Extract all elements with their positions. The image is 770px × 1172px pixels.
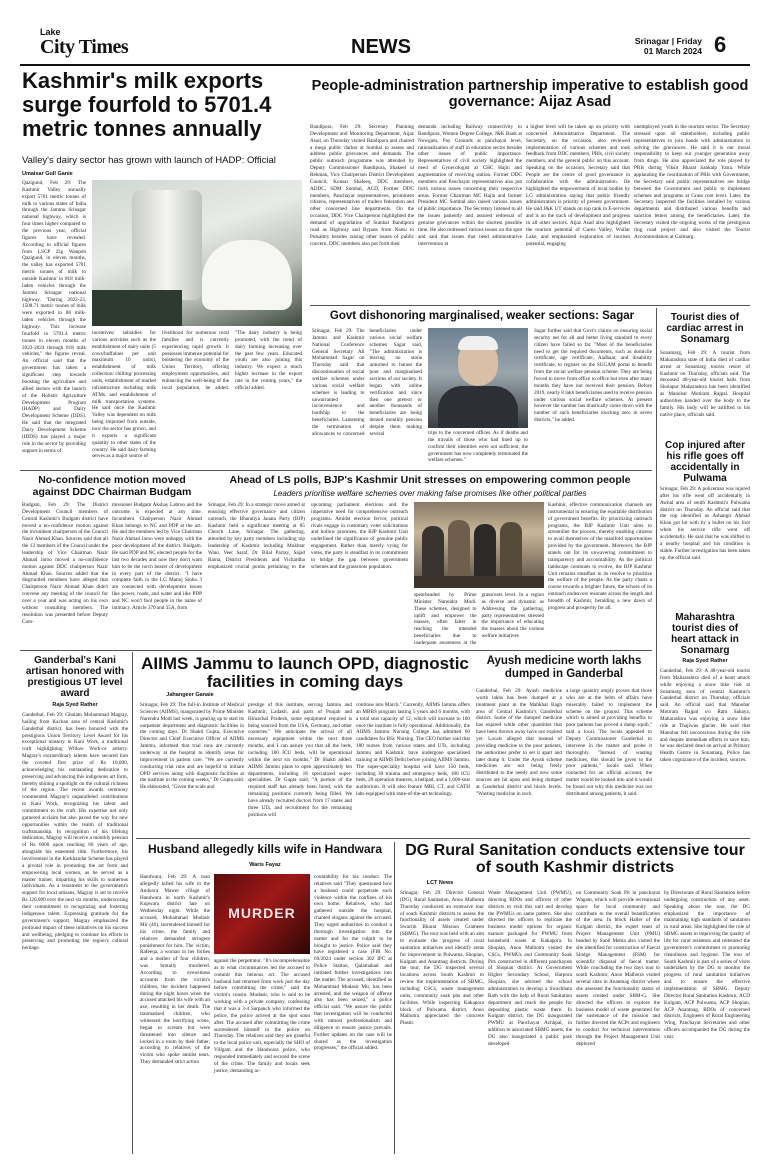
no-confidence-headline: No-confidence motion moved against DDC Chairman Budgam (32, 474, 192, 498)
handwara-body-col-2: against the perpetrator. "It's incomprehensible as to what circumstances led the accused to commit this heinous act. The accused husband had returned from work just the day before committing the crime," said the victim's cousin. Mudasir, who is said to be working with a private company, confessing that it was a 3-4 Sarpanch who informed the police, the police arrived at the spot soon after. The accused after committing the crime surrendered himself to the police on Thursday. The relatives said they are grateful to the local police unit, especially the SHO of Villgam and the Handwara police, who responded immediately and secured the scene of the crime. The family and locals seek justice, demanding ac- (214, 958, 310, 1074)
handwara-body-col-3: countability for his conduct. The relatives said "They questioned how a husband could perpetrate such violence within the confines of his own home. Relatives, who had gathered outside the hospital, chanted slogans against the accused. They urged authorities to conduct a thorough investigation into the matter and for the culprit to be brought to justice. Police said they have registered a case (FIR No. 69/2024 under section 302 IPC at Police Station, Qalamabad and initiated further investigations into the matter. The accused, identified as Mohammad Mudasir Mir, has been arrested, and the weapon of offense also has been seized," a police official said. "We assure the public that investigation will be conducted with utmost professionalism and diligence to ensure justice prevails. Further updates on the case will be shared as the investigation progresses," the official added. (314, 874, 392, 1052)
dateline-date: 01 March 2024 (643, 46, 702, 56)
governance-body-col-3: a higher level will be taken up on priority with concerned Administrative Department. The Secretary, on the occasion, also reviewed implementation of various schemes and took feedback from DDC members, PRIs, civil society members, and the general public on this account. Speaking on the occasion, Secretary said that People are the centre of good governance in collaboration with the administration. He highlighted the empowerment of local bodies by LG administration saying that public friendly administration is priority of present government. He said J&K UT stands on top rank in E-services and is on the track of development and progress in all other sectors. Aijaz Asad also highlighted the tourism potential of Gurez Valley, Wullar Lake, and emphasized exploration of tourism potential, engaging (526, 124, 630, 247)
section-title: NEWS (351, 36, 411, 58)
no-confidence-body-col-2: missioner Budgam Akshay Labroo and the outcome is expected at any time. Incumbent Chairperson Nazir Ahmad Khan belongs to NC and PDP at the act. He and the members led by Vice Chairman Nazir Ahmad Jaroo were unhappy with the poor development of the district. Budgam. He said PDP and NC elected people for the last two decades and now they don't want him to be the torch bearer of development in every part of the district. "I have complete faith in the LG Manoj Sinha. I am connected with development issues like power, roads, and water and like PDP and NC won't fool people in the name of intimacy. Article 370 and 35A, from (112, 502, 202, 611)
tourist-cardiac-headline: Tourist dies of cardiac arrest in Sonamarg (666, 312, 744, 345)
aiims-byline: Jahangeer Ganaie (166, 692, 214, 698)
brand-logo (40, 28, 150, 60)
milk-byline: Umaisar Gull Ganie (22, 171, 73, 177)
tourist-cardiac-body: Sonamarg, Feb 29: A tourist from Maharashtra state of India died of cardiac arrest at Sonamarg tourist resort of Kashmir on Thursday, officials said. The deceased 48-year-old tourist hails from Sholapur Maharashtra has been identified as Manohar Motiram Rajpal. Hospital authorities handed over the body to the family. His body will be airlifted to his native place, officials said. (660, 350, 750, 418)
aiims-body-col-2: prestige of this institute, serving Jammu and Kashmir, Ladakh, and parts of Punjab and Himachal Pradesh, some equipment required is being sourced from the USA, Germany, and other countries." We anticipate the arrival of all necessary equipment within the next three months, and I can assure you that all the beds, including 180 ICU beds, will be operational within the next six months," Dr Shakti added. AIIMS Jammu plans to open approximately ten departments, including 18 specialized super-specialities. Dr Gupta said, "A portion of the required staff has already been hired, with the remaining positions currently being filled. We have already recruited doctors from 17 states and three UTs, and recruitment for the remaining positions will (248, 702, 352, 818)
kani-artisan-body: Ganderbal, Feb 29: Ghulam Mohammad Magray, hailing from Kachan area of central Kashmir's Ganderbal district, has been honored with the prestigious Union Territory Level Award for his exceptional mastery in Kani Work, a traditional craft highlighting Willow Work-or artistry. Magray's extraordinary talents have secured him the coveted first prize of Rs 10,000, acknowledging his outstanding dedication to preserving and advancing this indigenous art form, thereby shining a spotlight on the cultural richness of the region. The recent awards ceremony commended Magray's unparalleled contributions to Kani Work, recognizing his talent and commitment to the craft. His expertise not only garnered acclaim but also paved the way for new opportunities within the realm of traditional craftsmanship. In recognition of his lifelong dedication, Magray will receive a monthly pension of Rs 6000 upon reaching 60 years of age, alongside his esteemed title. Furthermore, his involvement in the Karkhandar Scheme has played a pivotal role in promoting the art form and empowering local women, as he served as a master trainer, imparting his skills to numerous individuals. As a testament to the government's support for local artisans, Magray is set to receive Rs 120,000 over the next six months, underscoring their commitment to recognizing and fostering indigenous talent. Expressing gratitude for the government's support, Magray emphasized the profound impact of these initiatives on his success and wellbeing, pledging to continue his efforts in preserving and promoting the region's cultural heritage. (22, 712, 128, 952)
bjp-body-col-1: Srinagar, Feb 29: In a strategic move aimed at ensuring effective governance and citizen outreach, the Bharatiya Janata Party (BJP) Kashmir held a significant meeting at 85 Church Lane, Srinagar. The gathering, attended by key party members including top leadership of Kashmir including Mukhtar Wani, Veer Saraf, Dr. Bilal Parray, Sajad Raina, District Presidents and Vichardha emphasized crucial points pertaining to the upcoming parliament elections and the imperative need for comprehensive outreach programs. Amidst election fervor, political rivals engage in customary voter solicitations and hollow promises, the BJP Kashmir Unit underlined the significance of genuine public engagement. Rather than merely vying for votes, the party is steadfast in its commitment to bridge the gap between government schemes and the grassroots population. (208, 502, 408, 570)
aiims-headline: AIIMS Jammu to launch OPD, diagnostic facilities in coming days (141, 654, 469, 691)
sanitation-body-col-1: Srinagar, Feb 29: Director General (DG), Rural Sanitation, Anoo Malhotra Thursday conducted an extensive tour of south Kashmir districts to assess the functionality of assets created under Swachh Bharat Mission Grameen (SBMG). The tour was held with an aim to evaluate the progress of rural sanitation initiatives and identify areas for improvement in Pulwama, Shopian, Kulgam and Anantnag districts. During the tour, the DG inspected several locations across South Kashmir to review the implementation of SBMG, including CSCs, waste management units, community soak pits and other facilities. While inspecting Kakapora block of Pulwama district, Anoo Malhotra appreciated the concrete Plastic (400, 890, 484, 1027)
handwara-photo (214, 874, 310, 954)
kani-artisan-byline: Raja Syed Rather (52, 702, 98, 708)
bjp-deck: Leaders prioritise welfare schemes over making false promises like other political parties (273, 489, 587, 498)
bjp-headline: Ahead of LS polls, BJP's Kashmir Unit stresses on empowering common people (229, 474, 631, 486)
governance-headline: People-administration partnership imperative to establish good governance: Aijaz Asad (311, 78, 749, 110)
aiims-body-col-3: continue into March." Currently, AIIMS Jammu offers an MBBS program lasting 5 years and 6 months, with a total seat capacity of 12, which will increase to 100 once the institute is fully operational. Additionally, the AIIMS Jammu Nursing College has admitted 60 candidates for BSc Nursing. The CEO further said that 180 nurses from various states and UTs, including Jammu and Kashmir, have undergone specialised training at AIIMS Delhi before joining AIIMS Jammu. The super-speciality hospital will have 150 beds, including 30 trauma and emergency beds, 180 ICU beds, 20 operation theatres, a helipad, and a 1,000-seat auditorium. It will also feature MRI, CT, and CATH labs equipped with state-of-the-art technology. (356, 702, 470, 798)
milk-photo (92, 180, 302, 326)
masthead (0, 0, 770, 66)
dateline-day: Srinagar | Friday (634, 36, 702, 46)
page-number: 6 (714, 32, 727, 57)
masthead-rule (20, 64, 750, 66)
bjp-body-col-3: Kashmir, effective communication channels are instrumental in ensuring the equitable distribution of government benefits. By prioritizing outreach programs, the BJP Kashmir Unit aims to streamline the process, thereby enabling citizens to avail themselves of the manifold opportunities provided by the government. Moreover, the BJP stands out for its unwavering commitment to transparency and accountability. As the political landscape continues to evolve, the BJP Kashmir Unit remains steadfast in its resolve to prioritize the welfare of the people. As the party charts a course towards a brighter future, the echoes of its outreach endeavors resonate across the length and breadth of Kashmir, heralding a new dawn of progress and prosperity for all. (548, 502, 652, 611)
handwara-headline: Husband allegedly kills wife in Handwara (147, 842, 383, 856)
ayush-headline: Ayush medicine worth lakhs dumped in Ganderbal (486, 655, 642, 680)
cop-injured-body: Srinagar, Feb 29: A policeman was injured after his rifle went off accidentally in Awbal area of south Kashmir's Pulwama district on Thursday. An official said that the cop identified as Ashangir Ahmad Khan got hit with by a bullet on his foot when his service rifle went off accidentally. He said that he was shifted to a nearby hospital and his condition is stable. Further investigation has been taken up, the official said. (660, 486, 750, 561)
ayush-body-col-2: a large quantity amply proves that those who are at the helm of affairs have miserably failed to implement the scheme on the ground. This scheme which is aimed at providing benefits to poor patients has proved a damp squib," said a local. The locals appealed to Deputy Commissioner Ganderbal to intervene in the matter and probe it thoroughly. "Instead of wasting medicines, this should be given to the poor patients," locals said. When contacted for an official account, the matter would be looked into and it would be found out why this medicine was not distributed among patients, it said. (566, 688, 652, 797)
sagar-photo (428, 328, 528, 428)
ayush-body-col-1: Ganderbal, Feb 29: Ayush medicine worth lakhs has been dumped at a treatment plant in the Mahkhal Bagh area of Central Kashmir's Ganderbal district. Some of the dumped medicine has expired while other quantities that have been thrown away have not expired yet. Locals alleged that instead of providing medicine to the poor patients, the authorities prefer to set it apart and later dump it. Under the Ayush scheme medicines are not being freely distributed to the needy and now some sources are hit upon and being dumped at Ganderbal district and block levels. "Wasting medicine in such (476, 688, 562, 797)
sanitation-body-col-4: by Directorate of Rural Sanitation before undergoing construction of any asset. Speaking about the tour, the DG emphasized the importance of maintaining high standards of sanitation in rural areas. She highlighted the role of SBMG assets in improving the quality of life for rural residents and reiterated the government's commitment to promoting cleanliness and hygiene. The tour of South Kashmir is part of a series of visits undertaken by the DG to monitor the progress of rural sanitation initiatives and to ensure the effective implementation of SBMG. Deputy Director Rural Sanitation Kashmir, ACD Kulgam, ACP Pulwama, ACP Shopian, ACP Anantnag, BDOs of concerned districts, Engineers of Rural Engineering Wing, Panchayat Secretaries and other officers accompanied the DG during the visit. (664, 890, 750, 1041)
governance-body-col-1: Bandipora, Feb 29: Secretary Planning Development and Monitoring Department, Aijaz Asad, on Thursday visited Bandipora and chaired a mega public darbar at Sumbal to assess and address public grievances and demands. The public outreach programme was attended by Deputy Commissioner Bandipora, Shakeel ul Rehman, Vice Chairperson District Development Council, Kousar Shafeeq, DDC members, ADDC, SDM Sumbal, ACD, Former DDC members, Panchayat representatives, prominent citizens, representatives of traders federation and other concerned line departments. On the occasion, DDC Vice Chairperson highlighted the demand of upgradation of Sumbal Bandipora road as Highway and Bypass from Naisu to Putsalmy besides raising other issues of public concern. DDC members also put forth their (310, 124, 414, 247)
cop-injured-headline: Cop injured after his rifle goes off accidentally in Pulwama (664, 440, 745, 484)
sagar-body-col-1: Srinagar, Feb 29: The Jammu and Kashmir National Conference General Secretary Ali Mohammad Sagar on Thursday said that discontinuation of social welfare schemes under various social welfare schemes is leading to unwarranted inconvenience and hardship to the beneficiaries. Lamenting the termination of allowances to concerned beneficiaries under various social welfare schemes Sagar said, "The administration is leaving no stone unturned to harass the poor and marginalised sections of our society. It began with online verification and since then one pretext or another thousands of beneficiaries are being denied monthly pension despite them making several (312, 328, 422, 437)
maharashtra-tourist-body: Ganderbal, Feb 29: A 48-year-old tourist from Maharashtra died of a heart attack while enjoying a snow bike ride at Sonamarg area of central Kashmir's Ganderbal district on Thursday, officials said. An official said that Manohar Motiram Rajpal s/o Ram Sahaya, Maharashtra was enjoying a snow bike ride at Thajiwas glacier. He said that Manohar fell unconscious during the ride and despite immediate efforts to save him, he was declared dead on arrival at Primary Health Centre in Sonamarg. Police has taken cognizance of the incident, sources. (660, 668, 750, 764)
brand-text: City Times (40, 36, 129, 58)
sanitation-byline: LCT News (426, 880, 454, 886)
maharashtra-tourist-byline: Raja Syed Rather (682, 658, 728, 664)
dateline (622, 36, 702, 56)
bjp-photo (414, 502, 544, 588)
divider (656, 308, 657, 708)
sagar-body-col-3: Sagar further said that Govt's claims on ensuring social security net for all and better living standard to every citizen have failed so far. "Most of the beneficiaries need to get the required documents, such as domicile certificate, age certificate, Aadhaar, and disability certificate, to register on the SUGAM portal to benefit from the social welfare pension scheme. They are being forced to move from office to office but even after many months they have not received their pension. Before 2019, nearly 8 lakh beneficiaries used to receive pension under various social welfare schemes. At present however the number has drastically come down with the number of such beneficiaries touching zero in seven districts," he added. (534, 328, 652, 424)
divider (136, 838, 750, 839)
milk-body-col-3: livelihood for numerous rural families and is currently experiencing rapid growth. It possesses immense potential for bolstering the economy of the Union Territory, offering employment opportunities, and enhancing the well-being of the local population, he added. "The dairy industry is being promoted, with the trend of dairy farming increasing over the past few years. Educated youth are also joining this industry. We expect a much higher increase in the export rate in the coming years," the official added. (162, 330, 302, 391)
no-confidence-body-col-1: Budgam, Feb 29: The District Development Council members of Central Kashmir's Budgam district have moved a no-confidence motion against the incumbent chairperson of the Council Nazir Ahmad Khan. Sources said that all the 13 members of the Council under the leadership of Vice Chairman Nazir Ahmad Jaroo moved a no-confidence motion against DDC chairperson Nazir Ahmad Khan. Sources added that the disgruntled members have alleged that Chairperson Nazir Ahmad Khan didn't convene any meeting of the council for over a year and was acting on his own without consulting members. The resolution was presented before Deputy Com- (22, 502, 109, 625)
sagar-headline: Govt dishonoring marginalised, weaker sections: Sagar (329, 310, 635, 322)
divider (20, 650, 652, 651)
milk-deck: Valley's dairy sector has grown with launch of HADP: Official (22, 155, 276, 166)
divider (132, 652, 133, 1154)
milk-body-col-1: Qazigund, Feb 29: The Kashmir Valley annually export 5701 metric tonnes of milk to various states of India through the Jammu Srinagar national highway, which is four times higher compared to the previous year, official figures have revealed. According to official figures from LSCP Zig Wanpoh Qazigund, in eleven months, the valley has exported 5701 metric tonnes of milk to outside Kashmir in 818 milk-laden vehicles through the Jammu Srinagar national highway. "During 2022-23, 1508.71 metric tonnes of milk were exported in 88 milk-laden vehicles through the highway. This increase fourfold to 5701.4 metric tonnes in eleven months of 2023-2024 through 818 milk vehicles," the figures reveal. An official said that the government has taken a significant step towards boosting the agriculture and allied sectors with the launch of the Holistic Agriculture Development Program (HADP) and Dairy Development Scheme (DDS). He said that the integrated Dairy Development Scheme (IDDS) has played a major role in the sector by providing support in terms of (22, 180, 86, 454)
handwara-photo-text: MURDER (228, 905, 296, 921)
milk-body-col-2: incentives/ subsidies for various activities such as the establishment of dairy units (5 cows/buffaloes per unit maximum 10 units), establishment of milk collection/ chilling/ processing units, establishment of market infrastructure including milk ATMs, and establishment of milk transportation systems. He said once the Kashmir Valley was dependent on milk being imported from outside, now the sector has grown, and it exports a significant quantity to other states of the country. He said dairy farming serves as a major source of (92, 330, 156, 460)
sanitation-body-col-2: Waste Management Unit (PWMU), directing BDOs and officers of other districts to visit this unit and develop the PWMUs on same pattern. She also directed the officers to replicate the business model options for organic manure packaged for PWMU from household waste at Kakapora. In Shopian, Anoo Malhotra visited the CSCs, PWMUs and Community Soak Pits constructed in different panchayats of Shopian district. At Government Higher Secondary School, Harpora Shopian, she advised the school administration to develop a Swachhata Rath with the help of Rural Sanitation department and reach the people for depositing plastic waste there. In Kulgam district, the DG inaugurated PWMU at Panchayat Achhpal, in addition to associated SBMG assets, the DG also inaugurated a public park developed (488, 890, 572, 1047)
sagar-body-col-2: trips to the concerned offices. As if deaths and the travails of those who had lined up to confirm their identities were not sufficient, the government has now completely terminated the welfare schemes." (428, 430, 528, 464)
governance-body-col-4: unemployed youth in the tourism sector. The Secretary stressed upon all stakeholders, including public representatives to join hands with administration in solving the grievances. He said it is our moral responsibility to keep our younger generation away from drugs. He also appreciated the role played by PRIs during Viksit Bharat Sankalp Yatra. While applauding the coordination of PRIs with Government, the Secretary said public representatives are bridge between the Government and public to implement schemes and programs at Grass root level. Later, the Secretary inspected the facilities installed by various departments and distributed various benefits and sanction letters among the beneficiaries. Later, the Secretary visited the ongoing works of the prestigious ring road project and also visited the Tourist Accommodation at Gulmarg. (634, 124, 750, 240)
handwara-byline: Waris Fayaz (249, 862, 281, 868)
aiims-body-col-1: Srinagar, Feb 29: The full-in Institute of Medical Sciences (AIIMS), inaugurated by Prime Minister Narendra Modi last week, is gearing up to start its outpatient department and diagnostic facilities in the coming days. Dr Shakti Gupta, Executive Director and Chief Executive Officer of AIIMS Jammu, informed that trial runs are currently underway at the hospital to identify areas for improvement in patient care. "We are currently conducting trial runs and are hopeful to initiate OPD services along with diagnostic facilities at the institute in the coming weeks," Dr Gupta said. He elaborated, "Given the scale and (140, 702, 244, 791)
handwara-body-col-1: Handwara, Feb 29: A man allegedly killed his wife in the Andoora Mawer village of Handwara in north Kashmir's Kupwara district late on Wednesday night. While the accused, Mohammad Mudasir Mir (46), surrendered himself for his crime, the family and relatives demanded stringent punishment for him. The victim, Rafeeqa, a woman in her forties and a mother of four children, was brutally murdered. According to eyewitness accounts from the victim's children, the incident happened during the night hours when the accused attacked his wife with an axe, resulting in her death. The traumatised children, who witnessed the horrifying scene, began to scream but were threatened into silence and locked in a room by their father, according to relatives of the victim who spoke amidst tears. They demanded strict action (140, 874, 210, 1066)
governance-body-col-2: demands including Railway connectivity to Bandipora, Women Degree College, J&K Bank at Nowgam, Pay Grounds at panchayat level, rationalization of staff in education sector besides other issues of public importance. Representatives of civil society highlighted the need of Gynecologist at CHC Hajin and augmentation of receiving station. Former DDC members and Panchayat representatives also put forth various issues concerning their respective areas. Former Chairman MC Hajin and former President MC Sumbal also raised various issues of public importance. The Secretary listened to all the issues patiently and assured redressal of genuine grievances within the shortest possible time. He also redressed various issues on the spot and said that issues that need administrative intervention at (418, 124, 522, 247)
sanitation-body-col-3: on Community Soak Pit in panchayat Wagam, which will provide recreational space for local community and contribute to the overall beautification of the area. In block Haller of the Kulgam district, the expert team of Project Management Unit (PMU) headed by Sunil Mehta also visited the site identified for construction of Faecal Sludge Management (FSM) for scientific disposal of faecal matter. While concluding the two days tour to south Kashmir, Anoo Malhotra visited several sites in Anantnag district where she assessed the functionality status of assets created under SBM-G. She directed the officers to explore the business model of waste generated for the sustenance of the mission and further directed the ACPs and engineers to conduct for technical interventions through the Project Management Unit deployed (576, 890, 660, 1047)
kani-artisan-headline: Ganderbal's Kani artisan honored with prestigious UT level award (25, 655, 125, 699)
divider (20, 470, 652, 471)
bjp-body-col-2: spearheaded by Prime Minister Narendra Modi. These schemes, designed to uplift and empower the masses, often falter in reaching the intended beneficiaries due to inadequate awareness at the grassroots level. In a region as diverse and dynamic as Addressing the gathering, party representatives stressed the importance of educating the masses about the various welfare initiatives (414, 592, 544, 647)
sanitation-headline: DG Rural Sanitation conducts extensive tour of south Kashmir districts (405, 842, 745, 876)
divider (394, 842, 395, 1154)
milk-headline: Kashmir's milk exports surge fourfold to 5701.4 metric tonnes annually (22, 68, 272, 141)
divider (310, 305, 750, 306)
maharashtra-tourist-headline: Maharashtra tourist dies of heart attack in Sonamarg (671, 612, 739, 656)
brand-top-text: Lake (40, 27, 61, 37)
